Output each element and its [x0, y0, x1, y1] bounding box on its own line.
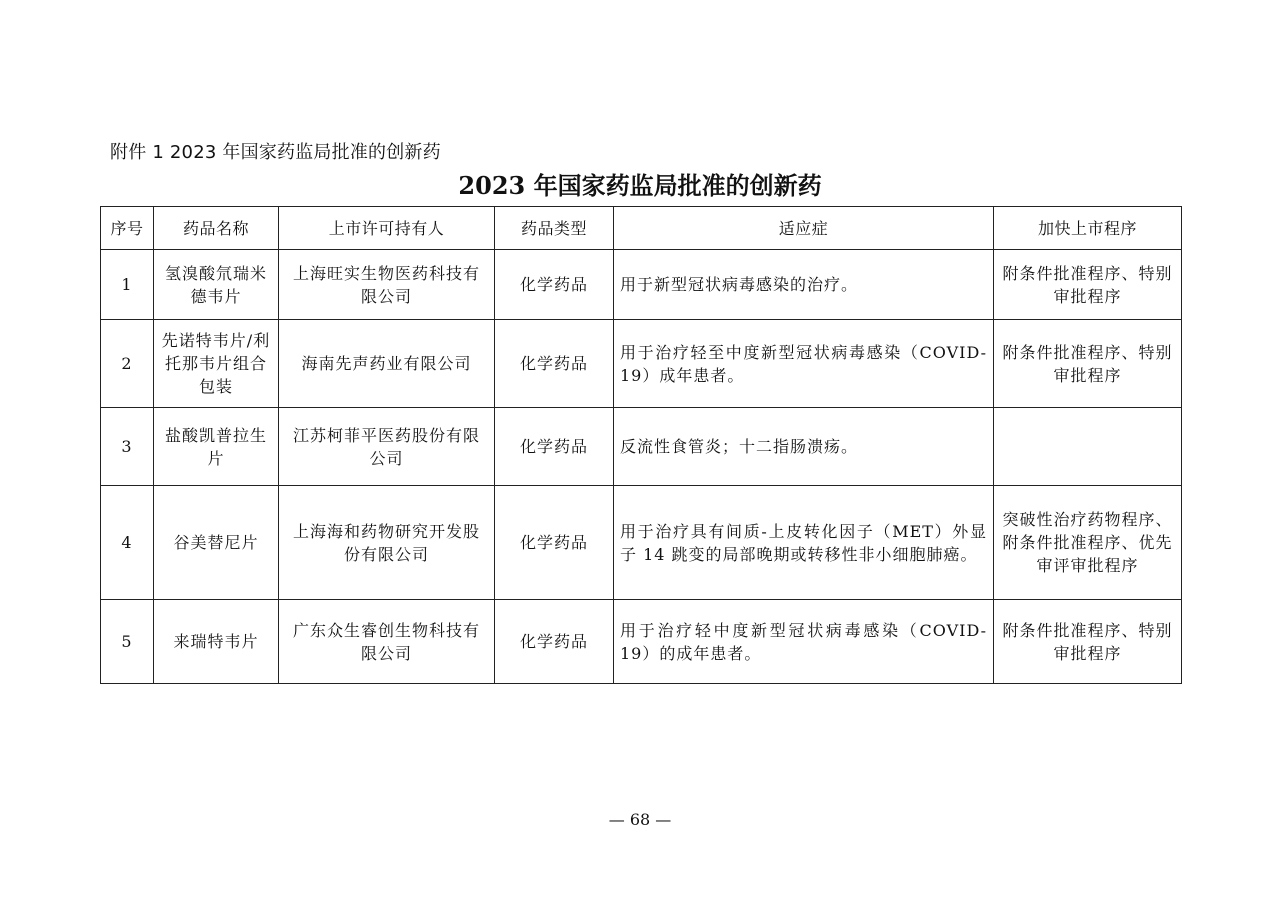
table-row — [101, 320, 1182, 408]
cell-no: 3 — [101, 408, 154, 486]
cell-drug-name: 来瑞特韦片 — [154, 600, 279, 684]
cell-procedure: 附条件批准程序、特别审批程序 — [994, 320, 1182, 408]
attachment-caption: 附件 1 2023 年国家药监局批准的创新药 — [110, 142, 441, 163]
cell-no: 4 — [101, 486, 154, 600]
table-row — [101, 600, 1182, 684]
cell-drug-type: 化学药品 — [495, 250, 614, 320]
header-drug-type: 药品类型 — [495, 207, 614, 250]
header-no: 序号 — [101, 207, 154, 250]
cell-drug-name: 先诺特韦片/利托那韦片组合包装 — [154, 320, 279, 408]
cell-holder: 江苏柯菲平医药股份有限公司 — [279, 408, 495, 486]
cell-drug-name: 盐酸凯普拉生片 — [154, 408, 279, 486]
cell-procedure — [994, 408, 1182, 486]
header-procedure: 加快上市程序 — [994, 207, 1182, 250]
header-holder: 上市许可持有人 — [279, 207, 495, 250]
cell-holder: 海南先声药业有限公司 — [279, 320, 495, 408]
innovative-drug-table — [100, 206, 1182, 684]
cell-drug-name: 谷美替尼片 — [154, 486, 279, 600]
table-header-row — [101, 207, 1182, 250]
cell-no: 5 — [101, 600, 154, 684]
cell-procedure: 附条件批准程序、特别审批程序 — [994, 600, 1182, 684]
table-row — [101, 250, 1182, 320]
table-row — [101, 486, 1182, 600]
cell-drug-type: 化学药品 — [495, 486, 614, 600]
cell-indication: 用于治疗轻中度新型冠状病毒感染（COVID-19）的成年患者。 — [614, 600, 994, 684]
cell-drug-name: 氢溴酸氘瑞米德韦片 — [154, 250, 279, 320]
cell-holder: 上海海和药物研究开发股份有限公司 — [279, 486, 495, 600]
cell-no: 1 — [101, 250, 154, 320]
cell-holder: 广东众生睿创生物科技有限公司 — [279, 600, 495, 684]
page-number: — 68 — — [608, 810, 672, 829]
table-row — [101, 408, 1182, 486]
cell-procedure: 附条件批准程序、特别审批程序 — [994, 250, 1182, 320]
document-title: 2023 年国家药监局批准的创新药 — [458, 171, 822, 200]
cell-drug-type: 化学药品 — [495, 408, 614, 486]
header-drug-name: 药品名称 — [154, 207, 279, 250]
cell-drug-type: 化学药品 — [495, 320, 614, 408]
header-indication: 适应症 — [614, 207, 994, 250]
cell-drug-type: 化学药品 — [495, 600, 614, 684]
cell-indication: 用于新型冠状病毒感染的治疗。 — [614, 250, 994, 320]
cell-indication: 反流性食管炎；十二指肠溃疡。 — [614, 408, 994, 486]
cell-indication: 用于治疗轻至中度新型冠状病毒感染（COVID-19）成年患者。 — [614, 320, 994, 408]
cell-indication: 用于治疗具有间质-上皮转化因子（MET）外显子 14 跳变的局部晚期或转移性非小细胞肺癌。 — [614, 486, 994, 600]
cell-holder: 上海旺实生物医药科技有限公司 — [279, 250, 495, 320]
cell-procedure: 突破性治疗药物程序、附条件批准程序、优先审评审批程序 — [994, 486, 1182, 600]
cell-no: 2 — [101, 320, 154, 408]
